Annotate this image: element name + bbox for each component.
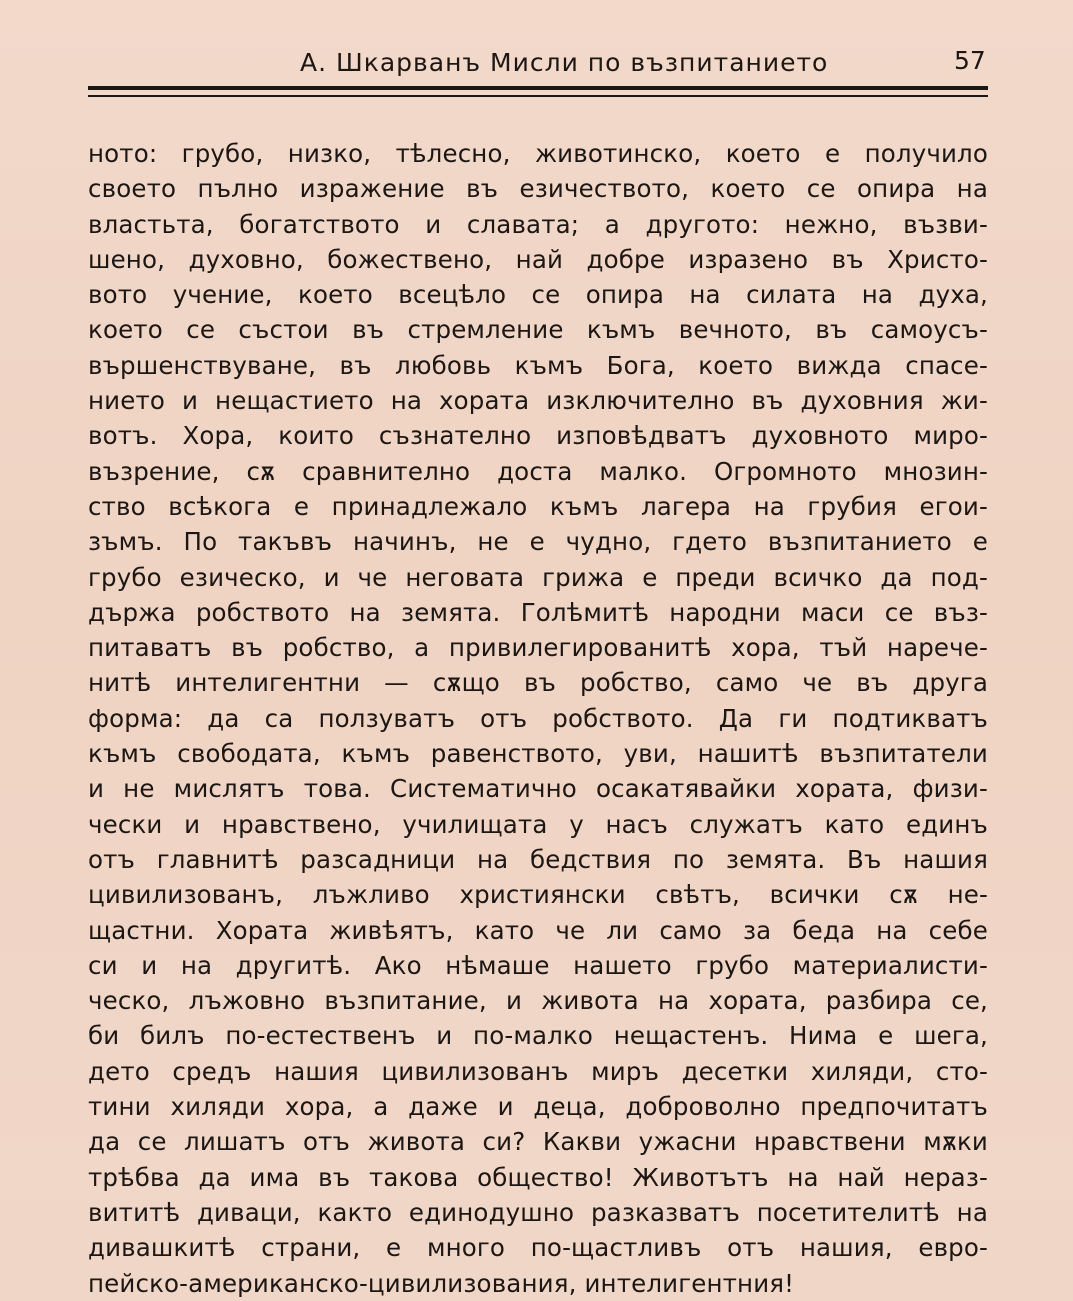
text-line: възрение, сѫ сравнително доста малко. Огромното мнозин- (88, 456, 988, 486)
text-line: шено, духовно, божествено, най добре изразено въ Христо- (88, 244, 988, 274)
text-line: би билъ по-естественъ и по-малко нещастенъ. Нима е шега, (88, 1021, 988, 1051)
text-line: своето пълно изражение въ езичеството, което се опира на (88, 174, 988, 204)
text-line: щастни. Хората живѣятъ, като че ли само за беда на себе (88, 915, 988, 945)
text-line: питаватъ въ робство, а привилегированитѣ хора, тъй нарече- (88, 633, 988, 663)
text-line: ното: грубо, низко, тѣлесно, животинско, което е получило (88, 139, 988, 168)
text-line: и не мислятъ това. Систематично осакатявайки хората, физи- (88, 774, 988, 804)
text-line: което се състои въ стремление къмъ вечното, въ самоусъ- (88, 315, 988, 345)
text-line: нитѣ интелигентни — сѫщо въ робство, само че въ друга (88, 668, 988, 698)
text-line: тини хиляди хора, а даже и деца, доброволно предпочитатъ (88, 1092, 988, 1122)
text-line: вититѣ диваци, както единодушно разказватъ посетителитѣ на (88, 1197, 988, 1227)
text-line: ство всѣкога е принадлежало къмъ лагера на грубия егои- (88, 491, 988, 521)
page-number: 57 (954, 46, 986, 75)
text-line: пейско-американско-цивилизования, интелигентния! (88, 1268, 795, 1298)
text-line: цивилизованъ, лъжливо християнски свѣтъ, всички сѫ не- (88, 880, 988, 910)
text-line: къмъ свободата, къмъ равенството, уви, нашитѣ възпитатели (88, 739, 988, 769)
text-line: грубо езическо, и че неговата грижа е преди всичко да под- (88, 562, 988, 592)
text-line: си и на другитѣ. Ако нѣмаше нашето грубо материалисти- (88, 950, 988, 980)
text-line: вото учение, което всецѣло се опира на силата на духа, (88, 280, 988, 310)
header-rule-thin (88, 95, 988, 97)
text-line: дето средъ нашия цивилизованъ миръ десетки хиляди, сто- (88, 1056, 988, 1086)
body-text (88, 136, 988, 1301)
text-line: властьта, богатството и славата; а другото: нежно, възви- (88, 209, 988, 239)
page-header (88, 44, 988, 84)
text-line: вотъ. Хора, които съзнателно изповѣдватъ духовното миро- (88, 421, 988, 451)
header-rule-thick (88, 86, 988, 90)
text-line: чески и нравствено, училищата у насъ служатъ като единъ (88, 809, 988, 839)
text-line: отъ главнитѣ разсадници на бедствия по земята. Въ нашия (88, 844, 988, 874)
text-line: вършенствуване, въ любовь къмъ Бога, което вижда спасе- (88, 350, 988, 380)
text-line: държа робството на земята. Голѣмитѣ народни маси се въз- (88, 597, 988, 627)
text-line: да се лишатъ отъ живота си? Какви ужасни нравствени мѫки (88, 1127, 988, 1157)
text-line: нието и нещастието на хората изключително въ духовния жи- (88, 386, 988, 416)
text-line: зъмъ. По такъвъ начинъ, не е чудно, гдето възпитанието е (88, 527, 988, 557)
text-line: форма: да са ползуватъ отъ робството. Да ги подтикватъ (88, 703, 988, 733)
text-line: дивашкитѣ страни, е много по-щастливъ отъ нашия, евро- (88, 1233, 988, 1263)
running-head: А. Шкарванъ Мисли по възпитанието (300, 48, 829, 77)
text-line: ческо, лъжовно възпитание, и живота на хората, разбира се, (88, 986, 988, 1016)
text-line: трѣбва да има въ такова общество! Животътъ на най нераз- (88, 1162, 988, 1192)
